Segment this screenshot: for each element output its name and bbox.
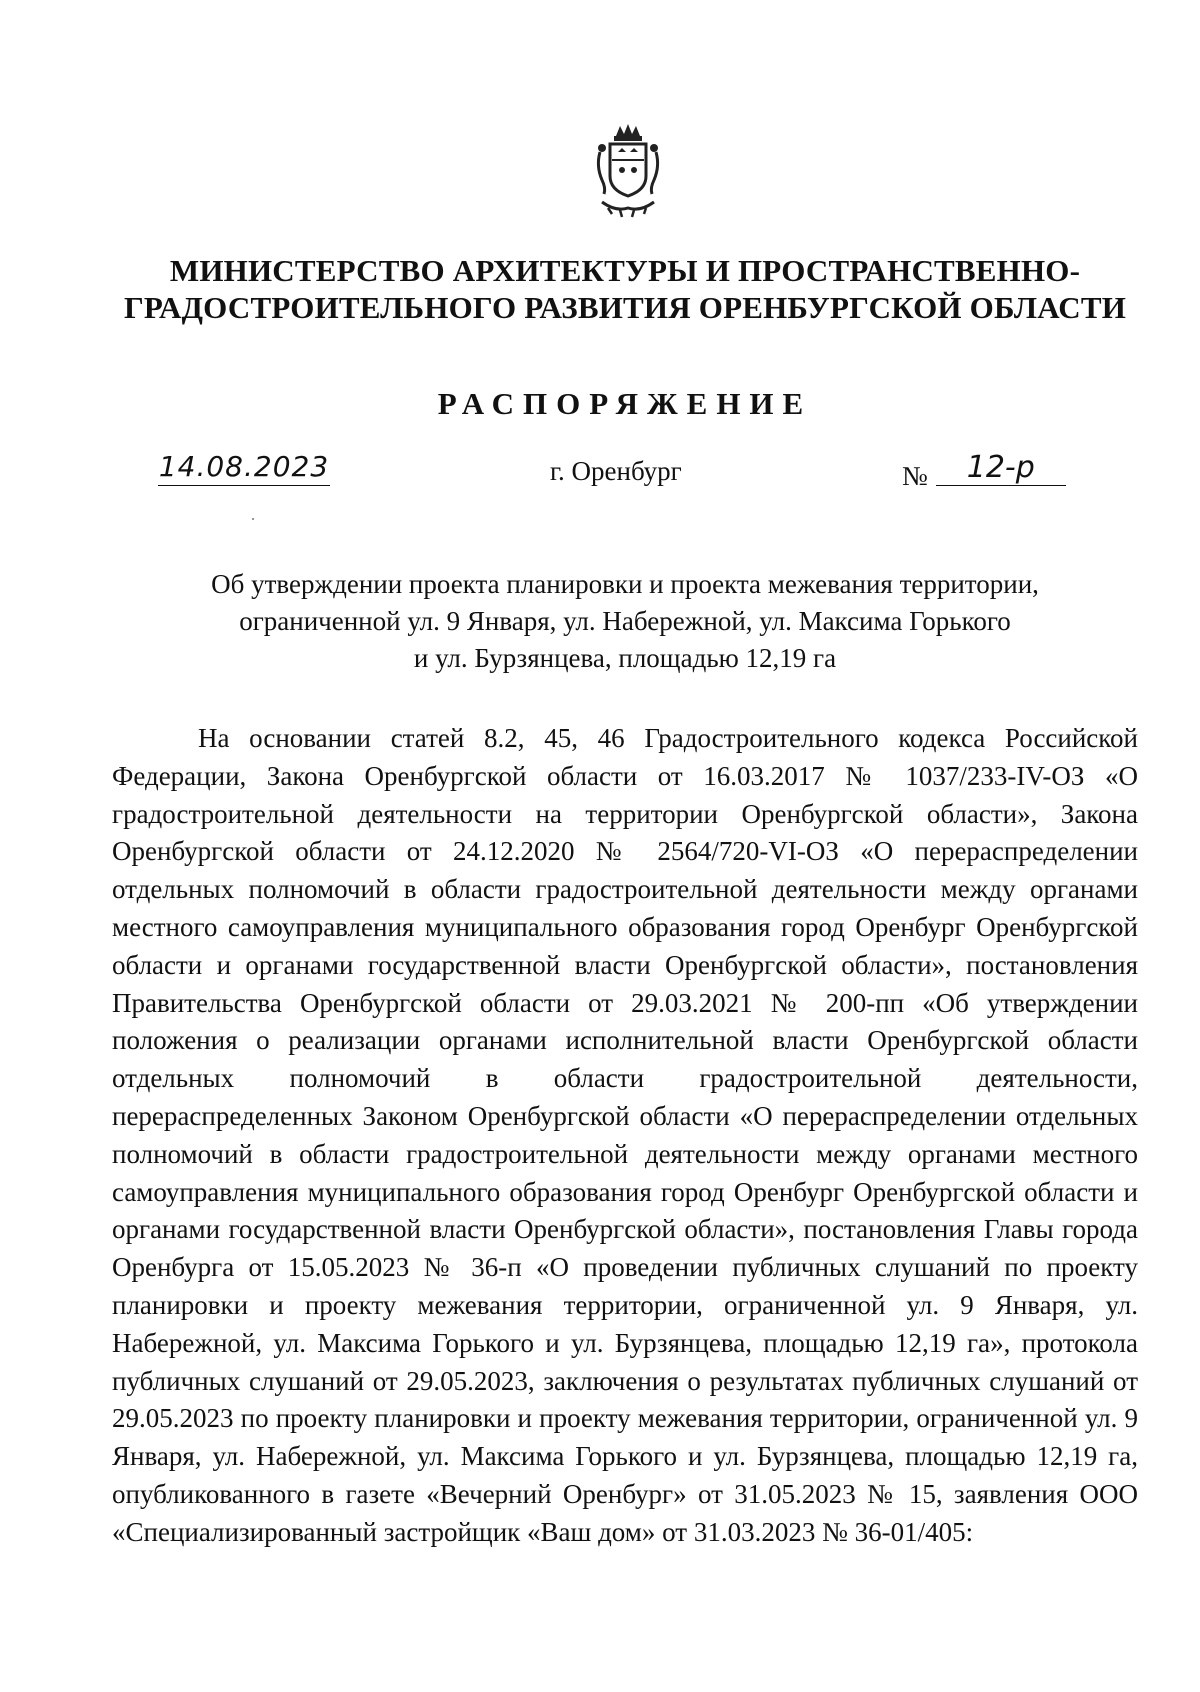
document-date: 14.08.2023 xyxy=(158,450,330,486)
ministry-name-line2: ГРАДОСТРОИТЕЛЬНОГО РАЗВИТИЯ ОРЕНБУРГСКОЙ ОБЛАСТИ xyxy=(123,290,1127,325)
document-number-value: 12-р xyxy=(936,450,1066,486)
subject-line2: ограниченной ул. 9 Января, ул. Набережной, ул. Максима Горького xyxy=(239,606,1011,636)
document-number xyxy=(902,450,1066,492)
subject-line3: и ул. Бурзянцева, площадью 12,19 га xyxy=(413,643,837,673)
ministry-name-line1: МИНИСТЕРСТВО АРХИТЕКТУРЫ И ПРОСТРАНСТВЕННО- xyxy=(169,253,1081,288)
subject-line1: Об утверждении проекта планировки и проекта межевания территории, xyxy=(211,569,1039,599)
document-number-label: № xyxy=(902,461,928,491)
coat-of-arms-icon xyxy=(588,122,668,222)
document-type-title: РАСПОРЯЖЕНИЕ xyxy=(437,386,813,421)
document-subject xyxy=(150,566,1100,677)
scan-speck xyxy=(252,518,254,520)
body-paragraph: На основании статей 8.2, 45, 46 Градостроительного кодекса Российской Федерации, Закона Оренбургской области от 16.03.2017 № 1037/233-IV-ОЗ «О градостроительной деятельности на территории Оренбургской области», Закона Оренбургской области от 24.12.2020 № 2564/720-VI-ОЗ «О перераспределении отдельных полномочий в области градостроительной деятельности между органами местного самоуправления муниципального образования город Оренбург Оренбургской области и органами государственной власти Оренбургской области», постановления Правительства Оренбургской области от 29.03.2021 № 200-пп «Об утверждении положения о реализации органами исполнительной власти Оренбургской области отдельных полномочий в области градостроительной деятельности, перераспределенных Законом Оренбургской области «О перераспределении отдельных полномочий в области градостроительной деятельности между органами местного самоуправления муниципального образования город Оренбург Оренбургской области и органами государственной власти Оренбургской области», постановления Главы города Оренбурга от 15.05.2023 № 36-п «О проведении публичных слушаний по проекту планировки и проекту межевания территории, ограниченной ул. 9 Января, ул. Набережной, ул. Максима Горького и ул. Бурзянцева, площадью 12,19 га», протокола публичных слушаний от 29.05.2023, заключения о результатах публичных слушаний от 29.05.2023 по проекту планировки и проекту межевания территории, ограниченной ул. 9 Января, ул. Набережной, ул. Максима Горького и ул. Бурзянцева, площадью 12,19 га, опубликованного в газете «Вечерний Оренбург» от 31.05.2023 № 15, заявления ООО «Специализированный застройщик «Ваш дом» от 31.03.2023 № 36-01/405: xyxy=(112,723,1138,1547)
document-city: г. Оренбург xyxy=(550,456,682,486)
document-meta-row xyxy=(0,450,1200,496)
ministry-name xyxy=(100,252,1150,326)
